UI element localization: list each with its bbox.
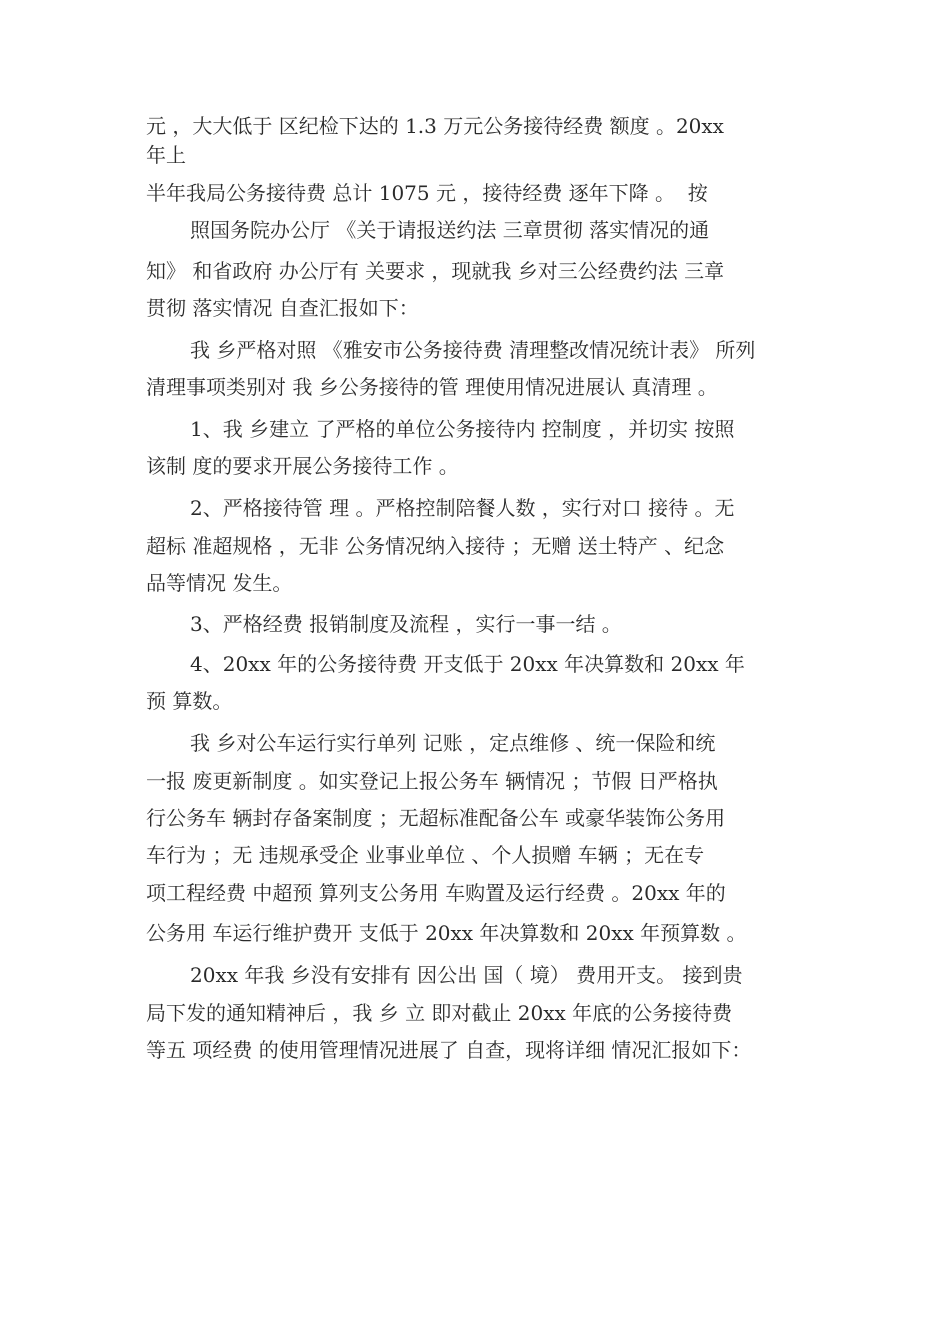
text-line: 半年我局公务接待费 总计 1075 元 ，接待经费 逐年下降 。 按 (146, 181, 708, 205)
text-line: 贯彻 落实情况 自查汇报如下： (146, 296, 419, 320)
text-line: 车行为 ；无 违规承受企 业事业单位 、个人损赠 车辆 ；无在专 (146, 843, 705, 867)
text-line: 照国务院办公厅 《关于请报送约法 三章贯彻 落实情况的通 (190, 218, 710, 242)
text-line: 等五 项经费 的使用管理情况进展了 自查，现将详细 情况汇报如下： (146, 1038, 752, 1062)
text-line: 项工程经费 中超预 算列支公务用 车购置及运行经费 。20xx 年的 (146, 881, 726, 905)
text-line: 3、严格经费 报销制度及流程 ，实行一事一结 。 (190, 612, 622, 636)
text-line: 局下发的通知精神后 ，我 乡 立 即对截止 20xx 年底的公务接待费 (146, 1001, 733, 1025)
text-line: 公务用 车运行维护费开 支低于 20xx 年决算数和 20xx 年预算数 。 (146, 921, 747, 945)
text-line: 清理事项类别对 我 乡公务接待的管 理使用情况进展认 真清理 。 (146, 375, 718, 399)
text-line: 2、严格接待管 理 。严格控制陪餐人数 ，实行对口 接待 。无 (190, 496, 735, 520)
text-line: 我 乡对公车运行实行单列 记账 ，定点维修 、统一保险和统 (190, 731, 716, 755)
text-line: 20xx 年我 乡没有安排有 因公出 国（ 境） 费用开支。 接到贵 (190, 963, 743, 987)
text-line: 一报 废更新制度 。如实登记上报公务车 辆情况 ；节假 日严格执 (146, 769, 718, 793)
text-line: 1、我 乡建立 了严格的单位公务接待内 控制度 ，并切实 按照 (190, 417, 735, 441)
text-line: 4、20xx 年的公务接待费 开支低于 20xx 年决算数和 20xx 年 (190, 652, 745, 676)
text-line: 行公务车 辆封存备案制度 ；无超标准配备公车 或豪华装饰公务用 (146, 806, 726, 830)
text-line: 我 乡严格对照 《雅安市公务接待费 清理整改情况统计表》 所列 (190, 338, 756, 362)
text-line: 元 ，大大低于 区纪检下达的 1.3 万元公务接待经费 额度 。20xx (146, 114, 724, 138)
text-line: 该制 度的要求开展公务接待工作 。 (146, 454, 459, 478)
text-line: 知》 和省政府 办公厅有 关要求 ，现就我 乡对三公经费约法 三章 (146, 259, 725, 283)
text-line: 年上 (146, 143, 186, 167)
text-line: 超标 准超规格 ，无非 公务情况纳入接待 ；无赠 送土特产 、纪念 (146, 534, 725, 558)
text-line: 品等情况 发生。 (146, 571, 293, 595)
text-line: 预 算数。 (146, 689, 233, 713)
